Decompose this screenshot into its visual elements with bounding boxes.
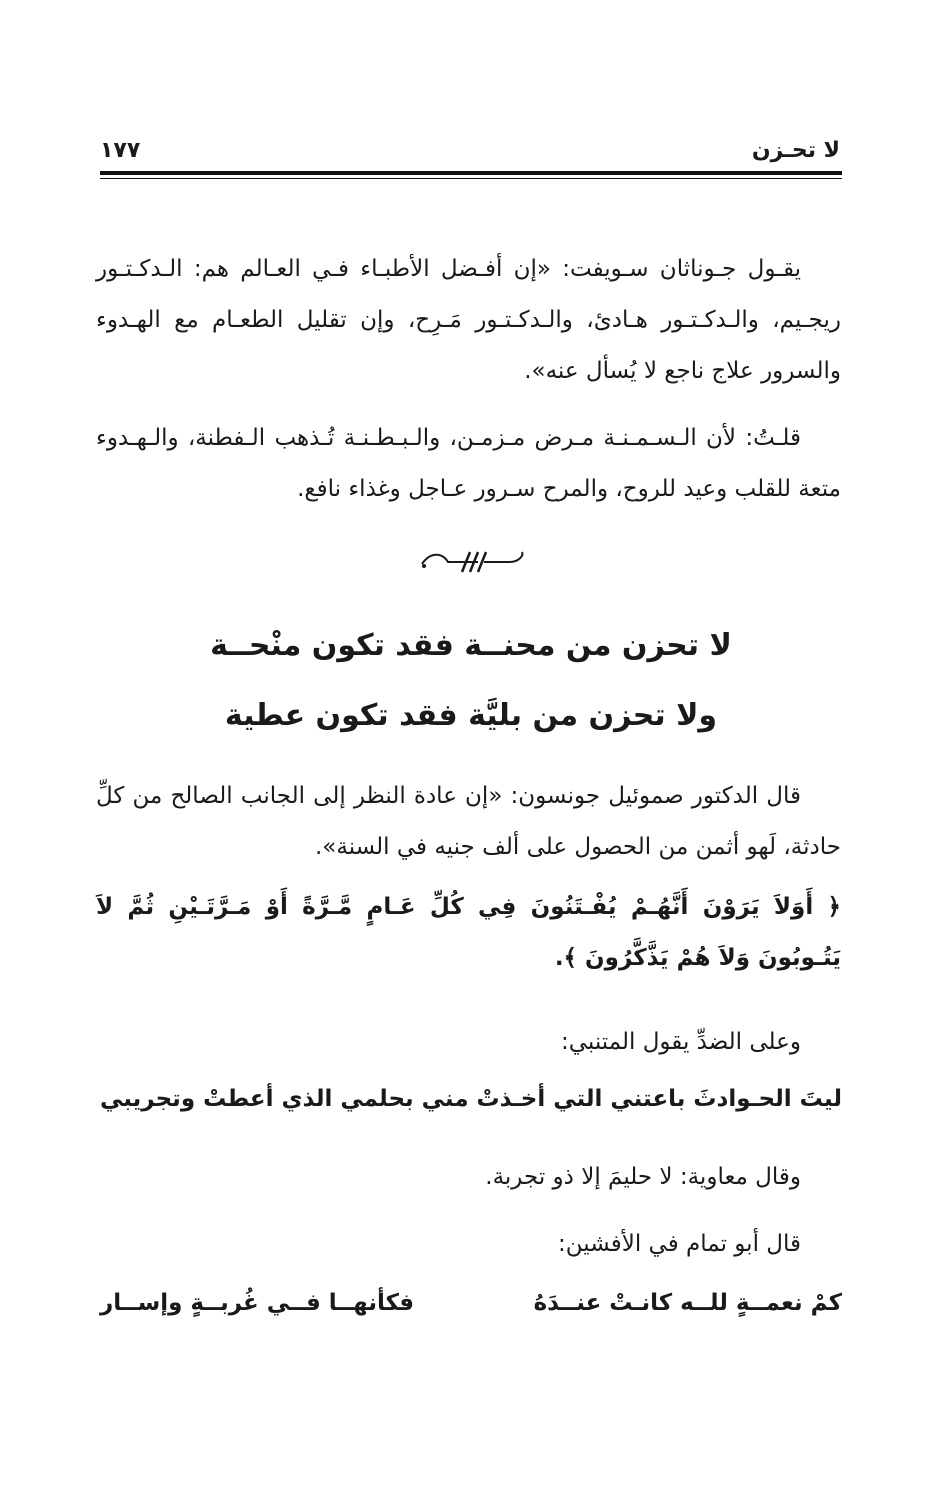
paragraph-swift-quote: يقـول جـوناثان سـويفت: «إن أفـضل الأطبـاء فـي العـالم هم: الـدكـتـور ريجـيم، والـدكـتـور هـادئ، والـدكـتـور مَـرِح، وإن تقليل الطعـام مع الهـدوء والسرور علاج ناجع لا يُسأل عنه». [96,256,841,384]
poem-verse-1 [100,1086,842,1126]
section-heading-2: ولا تحزن من بليَّة فقد تكون عطية [224,698,718,733]
paragraph-abu-tammam-intro: قال أبو تمام في الأفشين: [558,1231,801,1257]
paragraph-mutanabbi-intro: وعلى الضدِّ يقول المتنبي: [560,1029,801,1055]
running-header [100,138,840,174]
verse-2-second-hemistich: فكأنهــا فــي غُربــةٍ وإســار [100,1290,415,1316]
verse-1-second-hemistich: مني بحلمي الذي أعطتْ وتجريبي [100,1086,469,1112]
paragraph-muawiya: وقال معاوية: لا حليمَ إلا ذو تجربة. [485,1164,801,1190]
page-number: ١٧٧ [100,138,141,163]
book-title: لا تحـزن [751,138,840,163]
ornament-divider [418,548,528,574]
paragraph-comment: قلـتُ: لأن الـسـمـنـة مـرض مـزمـن، والـبـطـنـة تُـذهب الـفطنة، والـهـدوء متعة للقلب وعيد للروح، والمرح سـرور عـاجل وغذاء نافع. [96,425,841,502]
header-rule-thick [100,171,842,175]
header-rule-thin [100,178,842,179]
quran-verse: ﴿ أَوَلاَ يَرَوْنَ أَنَّهُـمْ يُفْـتَنُونَ فِي كُلِّ عَـامٍ مَّـرَّةً أَوْ مَـرَّتَـيْنِ ثُمَّ لاَ يَتُـوبُونَ وَلاَ هُمْ يَذَّكَّرُونَ ﴾. [96,894,841,971]
section-heading-1: لا تحزن من محنــة فقد تكون منْحــة [210,628,732,663]
poem-verse-2 [100,1290,842,1330]
paragraph-johnson-quote: قال الدكتور صموئيل جونسون: «إن عادة النظر إلى الجانب الصالح من كلِّ حادثة، لَهو أثمن من الحصول على ألف جنيه في السنة». [96,783,841,860]
verse-1-first-hemistich: ليتَ الحـوادثَ باعتني التي أخـذتْ [476,1086,842,1112]
verse-2-first-hemistich: كمْ نعمــةٍ للــه كانـتْ عنــدَهُ [533,1290,842,1316]
